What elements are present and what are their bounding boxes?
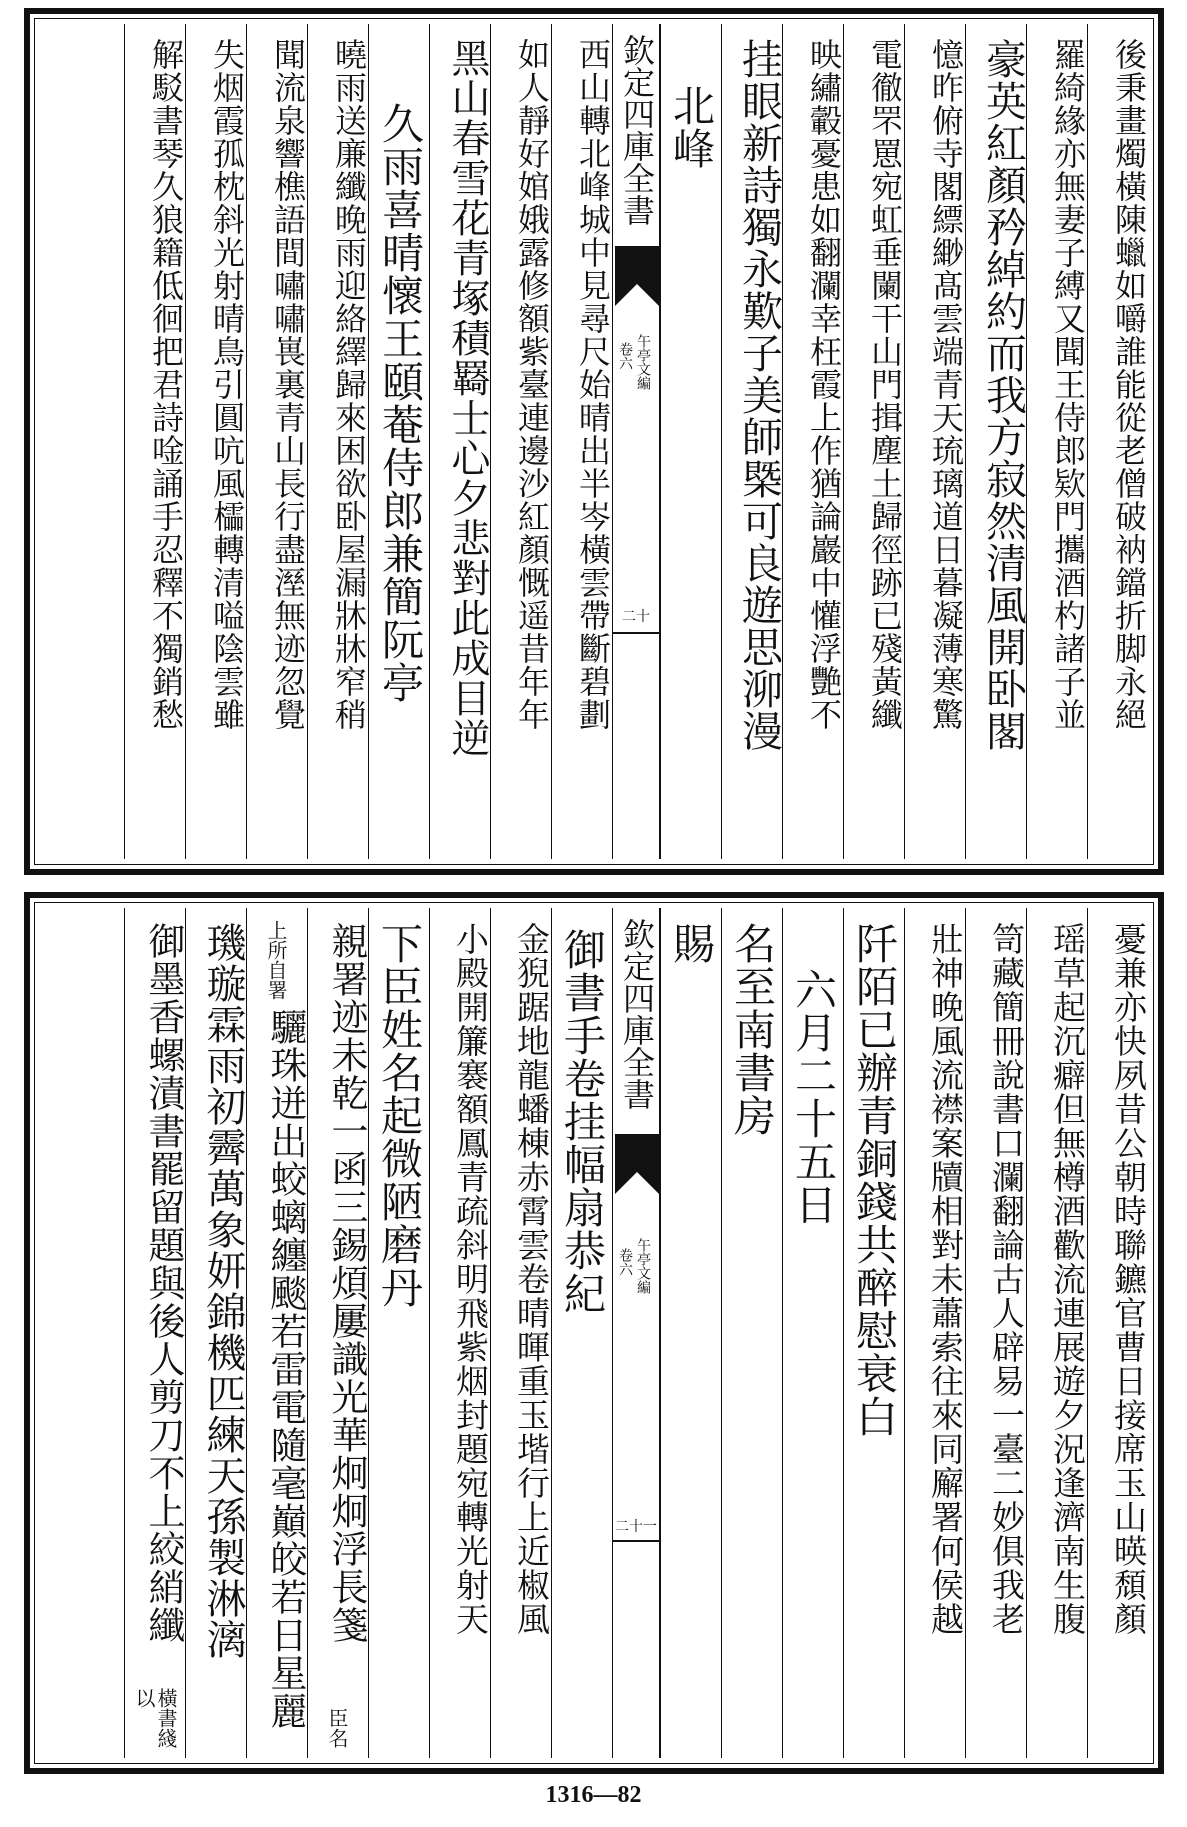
text-column [904,24,965,859]
lower-folio-page [24,892,1164,1774]
text-column [1026,908,1087,1758]
column-text: 阡陌已辦青銅錢共醉慰衰白 [850,922,899,1438]
text-column [1087,24,1148,859]
column-text: 笥藏簡冊說書口瀾翻論古人辟易一臺二妙俱我老 [987,922,1026,1636]
section-heading-column [660,24,721,859]
column-text: 賜 [667,922,716,965]
column-text: 憶昨俯寺閣縹緲髙雲端青天琉璃道日暮凝薄寒驚 [927,38,965,731]
interlinear-note: 臣名 [325,1708,349,1748]
column-text: 親署迹未乾一函三錫煩屢識光華炯炯浮長箋 [325,922,368,1644]
text-column [246,24,307,859]
text-column [490,908,551,1758]
folio-number: 二十 [622,609,650,625]
section-heading: 北峰 [667,84,716,170]
column-text: 金猊踞地龍蟠棟赤霄雲卷晴暉重玉堦行上近椒風 [512,922,551,1636]
text-column [551,24,612,859]
text-column [124,908,185,1758]
column-text: 聞流泉響樵語間嘯嘯嵔裏青山長行盡溼無迹忽覺 [269,38,307,731]
poem-title-column [368,24,429,859]
column-text: 黑山春雪花青塚積羇士心夕悲對此成目逆 [445,38,490,758]
column-text: 西山轉北峰城中見尋尺始晴出半岑橫雲帶斷碧劃 [574,38,612,731]
interlinear-note: 橫書綫以 [132,1688,178,1748]
volume-label: 卷六 [617,1248,633,1276]
text-column [782,24,843,859]
column-text: 曉雨送廉纖晚雨迎絡繹歸來困欲卧屋漏牀牀窄稍 [330,38,368,731]
column-text: 下臣姓名起微陋磨丹 [375,922,424,1309]
column-text: 如人靜好婠娥露修額紫臺連邊沙紅顏慨遥昔年年 [513,38,551,731]
text-column [429,908,490,1758]
column-text: 壯神晚風流襟案牘相對未蕭索往來同廨署何侯越 [926,922,965,1636]
text-column [843,908,904,1758]
fishtail-mark-icon [615,1134,659,1194]
book-title: 午亭文編 [635,334,651,390]
page-number: 1316—82 [545,1782,642,1808]
text-column [721,908,782,1758]
column-text: 豪英紅顏矜綽約而我方寂然清風開卧閣 [979,38,1027,752]
collection-title: 欽定四庫全書 [618,34,656,226]
poem-title: 久雨喜晴懷王頤菴侍郎兼簡阮亭 [376,102,425,704]
text-column [368,908,429,1758]
text-column [307,908,368,1758]
column-text: 解駁書琴久狼籍低徊把君詩唫誦手忍釋不獨銷愁 [147,38,185,731]
column-text: 小殿開簾褰額鳳青疏斜明飛紫烟封題宛轉光射天 [451,922,490,1636]
text-column [965,908,1026,1758]
text-column [1026,24,1087,859]
column-text: 挂眼新詩獨永歎子美師槩可良遊思泖漫 [735,38,783,752]
center-gutter [612,908,660,1758]
column-text: 璣璇霖雨初霽萬象妍錦機匹練天孫製淋漓 [200,922,246,1660]
text-column [551,908,612,1758]
column-text: 失烟霞孤枕斜光射晴鳥引圓吭風櫺轉清嗌陰雲雖 [208,38,246,731]
column-text: 憂兼亦快夙昔公朝時聯鑣官曹日接席玉山暎頹顏 [1109,922,1148,1636]
column-text: 名至南書房 [728,922,777,1137]
text-column [124,24,185,859]
text-column [904,908,965,1758]
gutter-rule [613,632,659,634]
gutter-rule [613,1540,659,1542]
center-gutter [612,24,660,859]
column-text: 羅綺緣亦無妻子縛又聞王侍郎欵門攜酒杓諸子並 [1049,38,1087,731]
date-heading: 六月二十五日 [789,968,838,1226]
folio-number: 二十一 [615,1519,657,1535]
text-column [185,24,246,859]
date-column [782,908,843,1758]
text-column [429,24,490,859]
column-text: 電徹罘罳宛虹垂闌干山門揖塵土歸徑跡已殘黃纖 [866,38,904,731]
text-column [965,24,1026,859]
upper-columns [40,24,1148,859]
text-column [1087,908,1148,1758]
column-text: 後秉畫燭橫陳蠟如嚼誰能從老僧破衲鐺折脚永絕 [1110,38,1148,731]
text-column [843,24,904,859]
text-column [185,908,246,1758]
fishtail-mark-icon [615,246,659,306]
column-text: 御書手卷挂幅扇恭紀 [558,928,607,1315]
text-column [246,908,307,1758]
text-column [660,908,721,1758]
text-column [307,24,368,859]
text-column [721,24,782,859]
upper-folio-page [24,8,1164,875]
book-title: 午亭文編 [635,1238,651,1294]
column-text: 瑶草起沉癖但無樽酒歡流連展遊夕況逢濟南生腹 [1048,922,1087,1636]
column-text: 映繡轂憂患如翻瀾幸枉霞上作猶論巖中懽浮艷不 [805,38,843,731]
lower-columns [40,908,1148,1758]
interlinear-note: 上所自署 [264,920,288,1000]
volume-label: 卷六 [617,342,633,370]
text-column [490,24,551,859]
collection-title: 欽定四庫全書 [618,918,656,1110]
column-text: 御墨香螺漬書罷留題與後人剪刀不上絞綃纖 [142,922,185,1644]
column-text: 驪珠迸出蛟螭纏颷若雷電隨毫巔皎若日星麗 [264,1008,307,1730]
